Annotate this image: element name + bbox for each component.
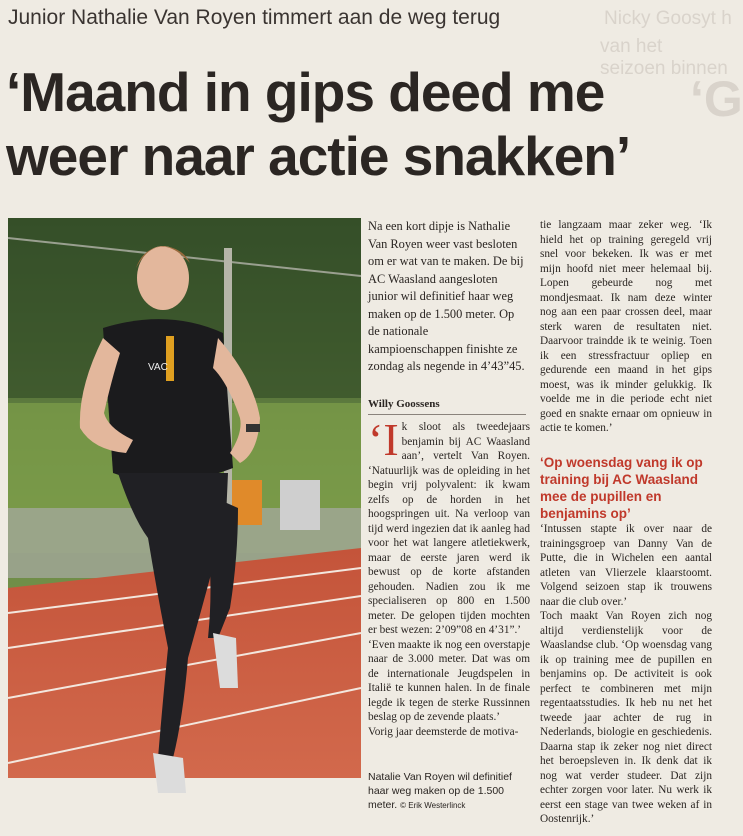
runner-photo xyxy=(8,218,361,778)
body-paragraph-4: tie langzaam maar zeker weg. ‘Ik hield het op training geregeld vrij snel voor bekeken. Ik was er met mijn hoofd niet meer helemaal bij. Lopen gebeurde nog met mondjesmaat. Ik nam deze winter nog aan een paar crossen deel, maar sterk waren de resultaten niet. Daarvoor traindde ik te weinig. Toen ik een stressfractuur opliep en gedurende een maand in het gips moest, was ik minder gelukkig. Ik voelde me in die periode echt niet goed en snakte ernaar om opnieuw in actie te komen.’ xyxy=(540,219,712,434)
body-paragraph-3: Vorig jaar deemsterde de motiva- xyxy=(368,725,519,738)
shirt-logo: VAC xyxy=(148,362,168,373)
article-kicker: Junior Nathalie Van Royen timmert aan de weg terug xyxy=(8,6,501,29)
intro-paragraph: Na een kort dipje is Nathalie Van Royen weer vast besloten om er wat van te maken. De bij AC Waasland aangesloten junior wil definitief haar weg maken op de 1.500 meter. Op de nationale kampioenschappen finishte ze zondag als negende in 4’43”45. xyxy=(368,219,525,373)
body-paragraph-6: Toch maakt Van Royen zich nog altijd verdienstelijk voor de Waaslandse club. ‘Op woensdag vang ik op training mee de pupillen en benjamins op. De activiteit is ook perfect te combineren met mijn regentaatsstudies. Ik heb nu net het tweede jaar achter de rug in Nederlands, biologie en geschiedenis. Daarna stap ik zeker nog niet direct het beroepsleven in. Ik denk dat ik nog wat verder studeer. Dat zijn echter zorgen voor later. Nu werk ik eerst een stage van twee weken af in Oostenrijk.’ xyxy=(540,610,712,825)
pull-quote: ‘Op woensdag vang ik op training bij AC Waasland mee de pupillen en benjamins op’ xyxy=(540,455,703,521)
drop-cap: ‘I xyxy=(368,414,399,465)
body-column-3b xyxy=(540,522,712,827)
headline-line-2: weer naar actie snakken’ xyxy=(6,125,631,187)
photo-credit: © Erik Westerlinck xyxy=(400,801,466,810)
body-column-3 xyxy=(540,218,712,436)
photo-caption xyxy=(368,770,528,813)
headline-line-1: ‘Maand in gips deed me xyxy=(6,61,605,123)
chair xyxy=(280,480,320,530)
body-paragraph-5: ‘Intussen stapte ik over naar de trainingsgroep van Danny Van de Putte, die in Wichelen een aantal atleten van Vlierzele klaarstoomt. Volgend seizoen stap ik trouwens naar die club over.’ xyxy=(540,523,712,608)
headline xyxy=(6,60,726,188)
body-column-2 xyxy=(368,414,530,739)
ghost-text-1: Nicky Goosyt h xyxy=(604,8,732,29)
byline: Willy Goossens xyxy=(368,398,440,410)
ghost-text-2: van het seizoen binnen xyxy=(600,36,728,79)
body-paragraph-2: ‘Even maakte ik nog een overstapje naar de 3.000 meter. Dat was om de internationale Jeugdspelen in Italië te kunnen halen. In de finale legde ik tegen de sterke Russinnen beslag op de zevende plaats.’ xyxy=(368,638,530,723)
caption-text: Natalie Van Royen wil definitief haar weg maken op de 1.500 meter. xyxy=(368,771,512,811)
body-paragraph-1: k sloot als tweedejaars benjamin bij AC Waasland aan’, vertelt Van Royen. ‘Natuurlijk was de opleiding in het begin vrij polyvalent: ik kwam zelfs op de horden in het hoogspringen uit. Na verloop van tijd werd ingezien dat ik aanleg had voor het wat langere atletiekwerk, maar de eerste jaren werd ik bewust op de korte afstanden gehouden. Nadien zou ik me specialiseren op 800 en 1.500 meter. De gelopen tijden mochten er best wezen: 2’09”08 en 4’31”.’ xyxy=(368,421,530,636)
ghost-text-3: ‘G xyxy=(690,71,743,127)
runner-illustration xyxy=(8,218,361,778)
